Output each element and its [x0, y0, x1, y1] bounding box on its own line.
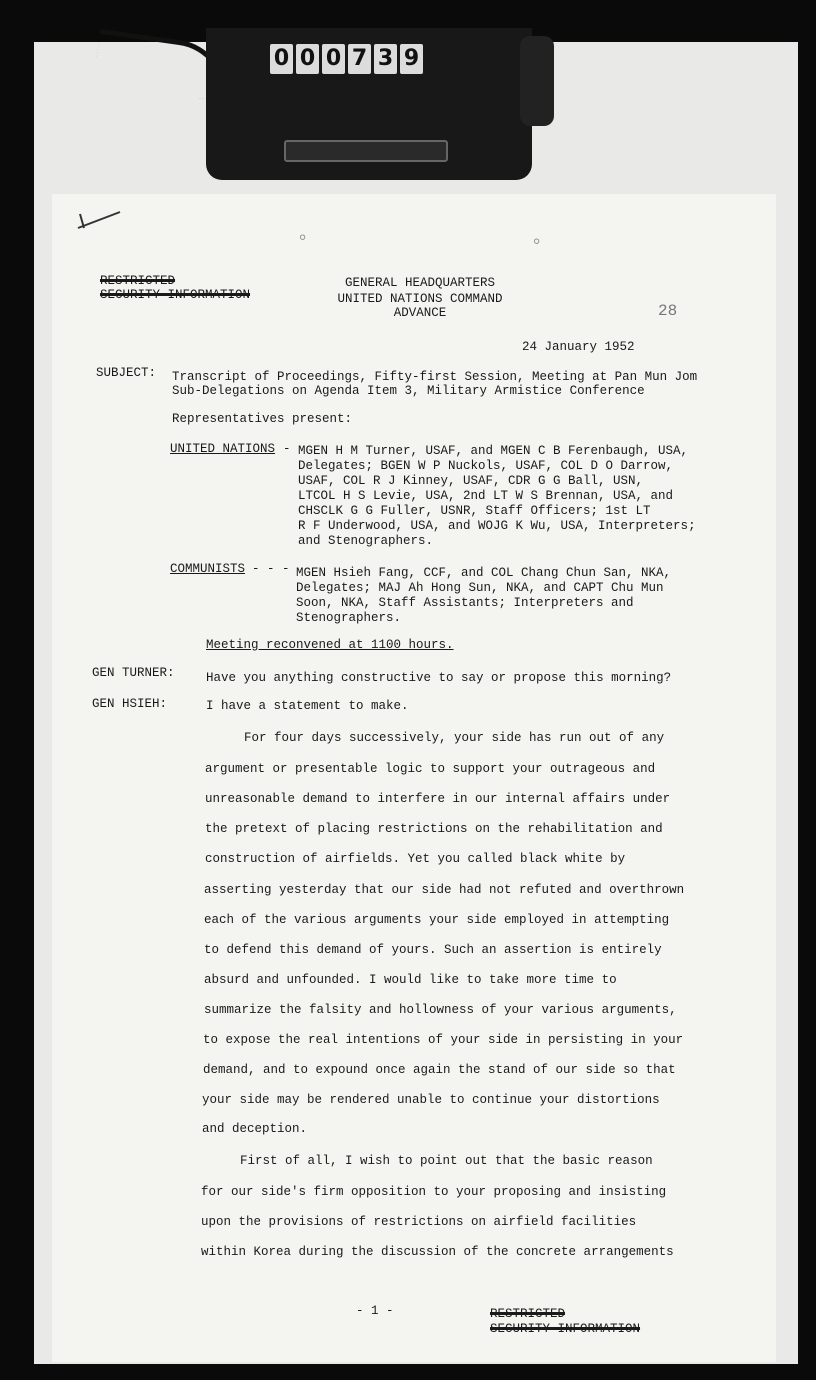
- statement-line: construction of airfields. Yet you called black white by: [205, 852, 626, 866]
- counter-digit: 7: [348, 44, 371, 74]
- subject-line-1: Transcript of Proceedings, Fifty-first Session, Meeting at Pan Mun Jom: [172, 370, 698, 384]
- statement-line: argument or presentable logic to support your outrageous and: [205, 762, 656, 776]
- statement-line: upon the provisions of restrictions on airfield facilities: [201, 1215, 637, 1229]
- communists-label: COMMUNISTS: [170, 562, 246, 576]
- counter-digit: 3: [374, 44, 397, 74]
- communists-line: Stenographers.: [296, 611, 402, 625]
- statement-line: asserting yesterday that our side had not refuted and overthrown: [204, 883, 685, 897]
- un-line: CHSCLK G G Fuller, USNR, Staff Officers; 1st LT: [298, 504, 651, 518]
- subject-label: SUBJECT:: [96, 366, 157, 380]
- statement-line: each of the various arguments your side employed in attempting: [204, 913, 670, 927]
- classification-top-line-1: RESTRICTED: [100, 274, 176, 288]
- statement-line: within Korea during the discussion of the concrete arrangements: [201, 1245, 674, 1259]
- counter-knob: [520, 36, 554, 126]
- org-line-2: UNITED NATIONS COMMAND: [337, 292, 503, 306]
- un-dash: -: [283, 442, 291, 456]
- counter-digits: [270, 44, 423, 74]
- statement-line: and deception.: [202, 1122, 308, 1136]
- statement-line: unreasonable demand to interfere in our internal affairs under: [205, 792, 671, 806]
- subject-line-2: Sub-Delegations on Agenda Item 3, Military Armistice Conference: [172, 384, 645, 398]
- reconvened-line: Meeting reconvened at 1100 hours.: [206, 638, 454, 652]
- check-mark-icon: [76, 208, 122, 230]
- speaker-label: GEN HSIEH:: [92, 697, 168, 711]
- un-line: Delegates; BGEN W P Nuckols, USAF, COL D O Darrow,: [298, 459, 674, 473]
- communists-line: MGEN Hsieh Fang, CCF, and COL Chang Chun San, NKA,: [296, 566, 672, 580]
- communists-line: Delegates; MAJ Ah Hong Sun, NKA, and CAPT Chu Mun: [296, 581, 664, 595]
- un-line: LTCOL H S Levie, USA, 2nd LT W S Brennan, USA, and: [298, 489, 674, 503]
- statement-line: to defend this demand of yours. Such an assertion is entirely: [204, 943, 662, 957]
- un-line: R F Underwood, USA, and WOJG K Wu, USA, Interpreters;: [298, 519, 696, 533]
- punch-hole-mark: ◦: [530, 230, 544, 255]
- speaker-text: Have you anything constructive to say or propose this morning?: [206, 671, 672, 685]
- statement-line: to expose the real intentions of your side in persisting in your: [203, 1033, 684, 1047]
- communists-line: Soon, NKA, Staff Assistants; Interpreters and: [296, 596, 634, 610]
- punch-hole-mark: ◦: [296, 226, 310, 251]
- un-line: USAF, COL R J Kinney, USAF, CDR G G Ball, USN,: [298, 474, 644, 488]
- statement-line: For four days successively, your side has run out of any: [244, 731, 665, 745]
- counter-digit: 0: [322, 44, 345, 74]
- statement-line: the pretext of placing restrictions on the rehabilitation and: [205, 822, 663, 836]
- representatives-heading: Representatives present:: [172, 412, 353, 426]
- counter-slot: [284, 140, 448, 162]
- counter-digit: 0: [296, 44, 319, 74]
- statement-line: absurd and unfounded. I would like to take more time to: [204, 973, 617, 987]
- statement-line: for our side's firm opposition to your proposing and insisting: [201, 1185, 667, 1199]
- statement-line: demand, and to expound once again the stand of our side so that: [203, 1063, 676, 1077]
- un-label: UNITED NATIONS: [170, 442, 276, 456]
- speaker-label: GEN TURNER:: [92, 666, 175, 680]
- document-date: 24 January 1952: [522, 340, 635, 354]
- speaker-text: I have a statement to make.: [206, 699, 409, 713]
- statement-line: your side may be rendered unable to continue your distortions: [202, 1093, 660, 1107]
- un-line: MGEN H M Turner, USAF, and MGEN C B Ferenbaugh, USA,: [298, 444, 689, 458]
- statement-line: summarize the falsity and hollowness of your various arguments,: [204, 1003, 677, 1017]
- un-line: and Stenographers.: [298, 534, 434, 548]
- page-mark: 28: [658, 302, 678, 320]
- classification-bottom-line-2: SECURITY INFORMATION: [490, 1322, 641, 1336]
- classification-bottom-line-1: RESTRICTED: [490, 1307, 566, 1321]
- page-number: - 1 -: [356, 1304, 394, 1318]
- org-line-3: ADVANCE: [393, 306, 447, 320]
- counter-digit: 9: [400, 44, 423, 74]
- classification-top-line-2: SECURITY INFORMATION: [100, 288, 251, 302]
- counter-digit: 0: [270, 44, 293, 74]
- communists-dash: - - -: [252, 562, 290, 576]
- org-line-1: GENERAL HEADQUARTERS: [344, 276, 496, 290]
- statement-line: First of all, I wish to point out that the basic reason: [240, 1154, 653, 1168]
